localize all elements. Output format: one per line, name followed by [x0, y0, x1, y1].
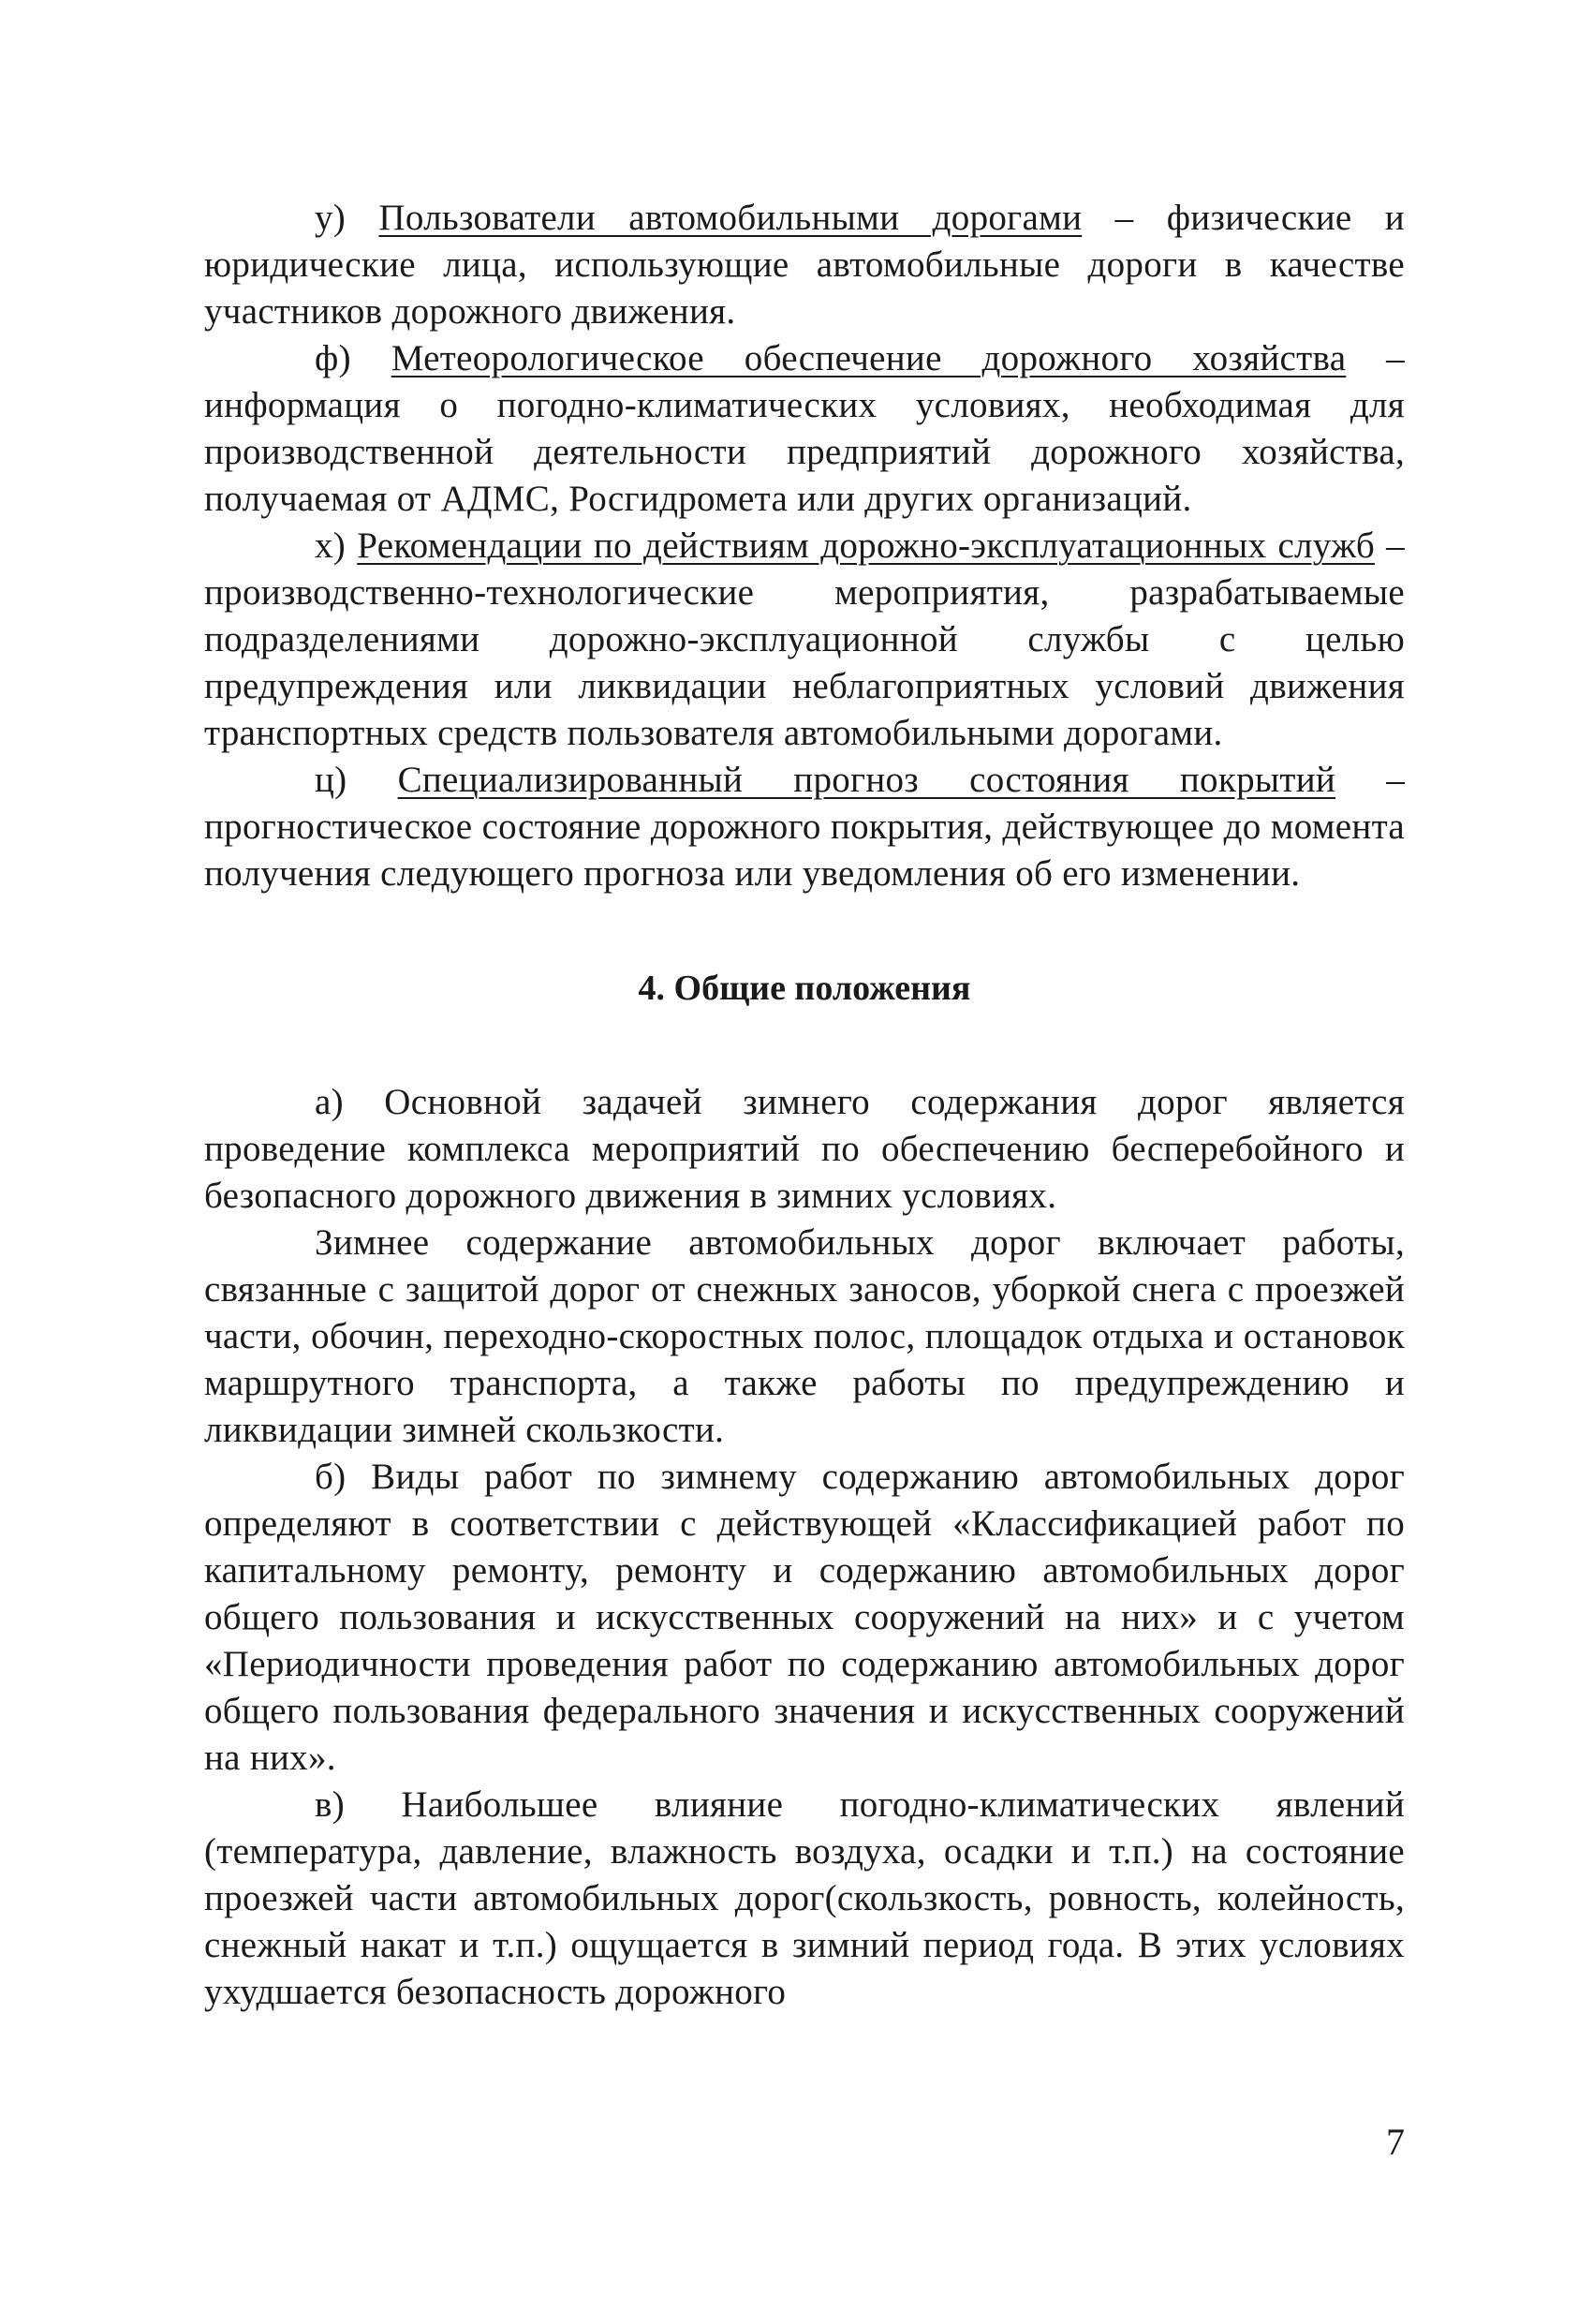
definition-term: Рекомендации по действиям дорожно-эксплуатационных служб	[357, 525, 1375, 566]
definition-text: прогностическое состояние дорожного покрытия, действующее до момента получения следующего прогноза или уведомления об его изменении.	[204, 807, 1405, 894]
definition-item-ts	[204, 757, 1405, 897]
definition-item-u	[204, 195, 1405, 335]
definition-marker: ф)	[315, 338, 351, 378]
paragraph-winter-maintenance: Зимнее содержание автомобильных дорог включает работы, связанные с защитой дорог от снежных заносов, уборкой снега с проезжей части, обочин, переходно-скоростных полос, площадок отдыха и остановок маршрутного транспорта, а также работы по предупреждению и ликвидации зимней скользкости.	[204, 1222, 1405, 1450]
definition-marker: ц)	[315, 760, 347, 800]
definition-text: производственно-технологические мероприятия, разрабатываемые подразделениями дорожно-эксплуационной службы с целью предупреждения или ликвидации неблагоприятных условий движения транспортных средств пользователя автомобильными дорогами.	[204, 572, 1405, 753]
definition-marker: у)	[315, 198, 347, 238]
definition-item-h	[204, 523, 1405, 757]
definition-term: Метеорологическое обеспечение дорожного хозяйства	[391, 338, 1347, 378]
definition-term: Специализированный прогноз состояния покрытий	[397, 760, 1336, 800]
paragraph-v: в) Наибольшее влияние погодно-климатических явлений (температура, давление, влажность воздуха, осадки и т.п.) на состояние проезжей части автомобильных дорог(скользкость, ровность, колейность, снежный накат и т.п.) ощущается в зимний период года. В этих условиях ухудшается безопасность дорожного	[204, 1784, 1405, 2012]
definition-item-f	[204, 335, 1405, 523]
definition-marker: х)	[315, 525, 347, 566]
definition-text: физические и юридические лица, использующие автомобильные дороги в качестве участников дорожного движения.	[204, 198, 1405, 332]
definition-dash: –	[1114, 198, 1134, 238]
page-number: 7	[1386, 2121, 1405, 2163]
section-heading: 4. Общие положения	[638, 969, 971, 1008]
paragraph-b: б) Виды работ по зимнему содержанию автомобильных дорог определяют в соответствии с действующей «Классификацией работ по капитальному ремонту, ремонту и содержанию автомобильных дорог общего пользования и искусственных сооружений на них» и с учетом «Периодичности проведения работ по содержанию автомобильных дорог общего пользования федерального значения и искусственных сооружений на них».	[204, 1457, 1405, 1778]
definition-dash: –	[1386, 338, 1405, 378]
paragraph-a: а) Основной задачей зимнего содержания дорог является проведение комплекса мероприятий по обеспечению бесперебойного и безопасного дорожного движения в зимних условиях.	[204, 1082, 1405, 1216]
definition-dash: –	[1386, 525, 1405, 566]
definition-term: Пользователи автомобильными дорогами	[378, 198, 1083, 238]
text-column	[204, 195, 1405, 2016]
definition-text: информация о погодно-климатических условиях, необходимая для производственной деятельности предприятий дорожного хозяйства, получаемая от АДМС, Росгидромета или других организаций.	[204, 385, 1405, 519]
definition-dash: –	[1386, 760, 1405, 800]
